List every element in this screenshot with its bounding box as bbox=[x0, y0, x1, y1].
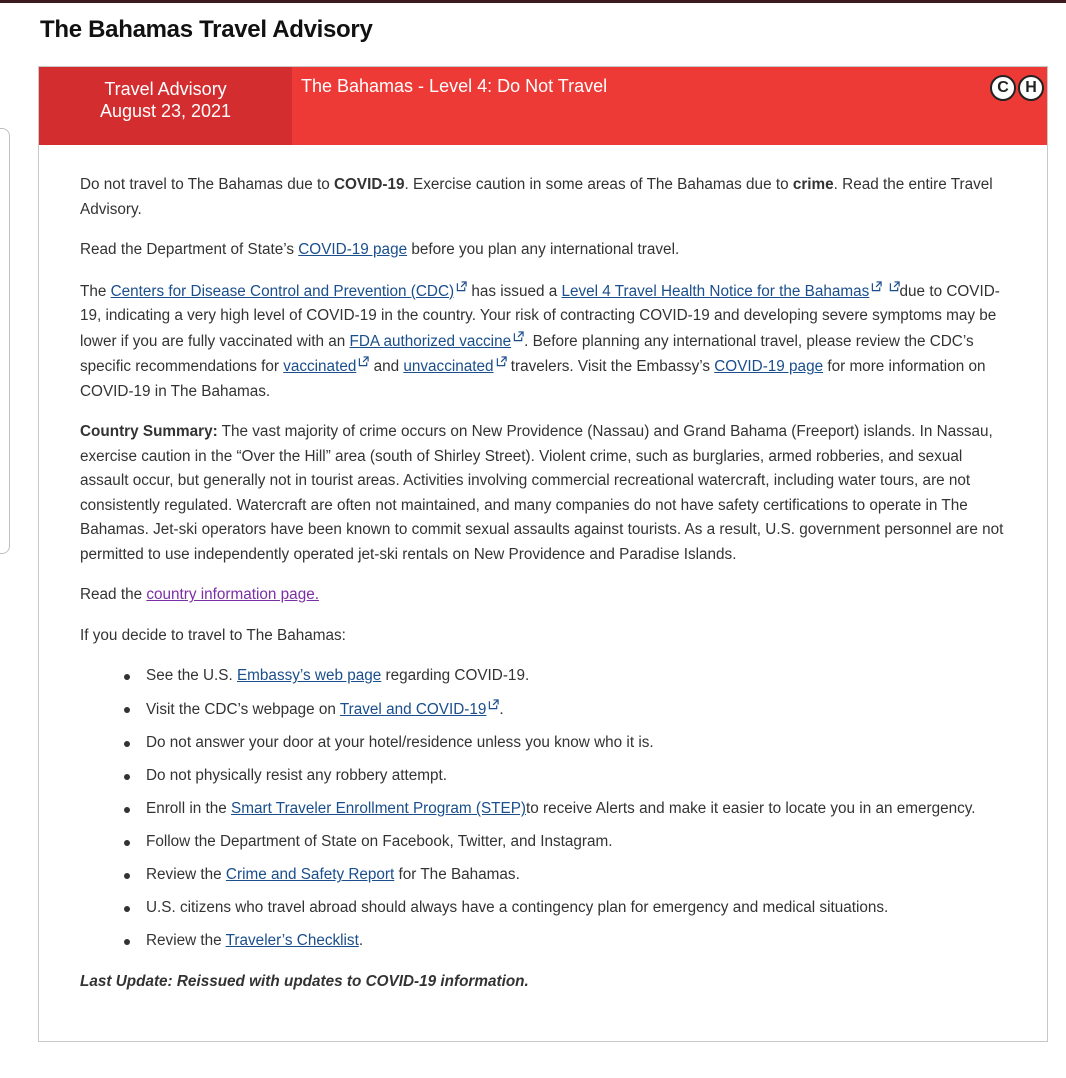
text: Review the bbox=[146, 866, 226, 884]
crime-safety-report-link[interactable]: Crime and Safety Report bbox=[225, 866, 395, 884]
state-covid-paragraph bbox=[80, 238, 1010, 263]
text: Read the bbox=[80, 586, 147, 604]
text: Visit the CDC’s webpage on bbox=[146, 701, 340, 719]
vaccinated-link[interactable]: vaccinated bbox=[283, 358, 357, 376]
text: . Read the entire Travel Advisory. bbox=[80, 176, 993, 218]
text: Enroll in the bbox=[146, 800, 232, 818]
state-covid-page-link[interactable]: COVID-19 page bbox=[298, 241, 408, 258]
level4-notice-link[interactable]: Level 4 Travel Health Notice for the Bahamas bbox=[561, 282, 870, 300]
external-link-icon bbox=[871, 281, 882, 292]
fda-vaccine-link[interactable]: FDA authorized vaccine bbox=[349, 332, 512, 350]
external-link-icon bbox=[889, 281, 900, 292]
if-travel-intro: If you decide to travel to The Bahamas: bbox=[80, 626, 346, 644]
advisory-date: August 23, 2021 bbox=[99, 101, 232, 121]
c-indicator-icon[interactable]: C bbox=[990, 75, 1016, 101]
country-summary-paragraph bbox=[80, 420, 1010, 567]
text: travelers. Visit the Embassy’s bbox=[506, 358, 715, 376]
last-update-note: Last Update: Reissued with updates to COVID-19 information. bbox=[80, 972, 529, 990]
recommendations-list bbox=[124, 664, 1010, 954]
page-title: The Bahamas Travel Advisory bbox=[40, 16, 373, 43]
text: to receive Alerts and make it easier to locate you in an emergency. bbox=[526, 800, 976, 818]
external-link-icon bbox=[513, 331, 524, 342]
advisory-date-block bbox=[39, 67, 292, 145]
list-item: Do not physically resist any robbery attempt. bbox=[124, 764, 1010, 789]
list-item: U.S. citizens who travel abroad should always have a contingency plan for emergency and medical situations. bbox=[124, 896, 1010, 921]
text: for more information on COVID-19 in The Bahamas. bbox=[80, 358, 986, 400]
country-summary-label: Country Summary: bbox=[80, 423, 218, 441]
text: Review the bbox=[146, 932, 226, 950]
advisory-box bbox=[38, 66, 1048, 1042]
text: for The Bahamas. bbox=[394, 866, 520, 884]
list-item: Follow the Department of State on Facebook, Twitter, and Instagram. bbox=[124, 830, 1010, 855]
advisory-content bbox=[80, 173, 1010, 1010]
list-item: Do not answer your door at your hotel/residence unless you know who it is. bbox=[124, 731, 1010, 756]
external-link-icon bbox=[456, 281, 467, 292]
summary-paragraph bbox=[80, 173, 1010, 222]
text: before you plan any international travel. bbox=[407, 241, 680, 258]
country-info-paragraph bbox=[80, 583, 1010, 608]
list-item bbox=[124, 863, 1010, 888]
text: has issued a bbox=[467, 282, 562, 300]
side-panel-edge bbox=[0, 128, 10, 554]
text: . Before planning any international travel, please review the CDC’s specific recommendations for bbox=[80, 332, 974, 376]
step-link[interactable]: Smart Traveler Enrollment Program (STEP) bbox=[231, 800, 526, 818]
country-summary-text: The vast majority of crime occurs on New Providence (Nassau) and Grand Bahama (Freeport) islands. In Nassau, exercise caution in the “Over the Hill” area (south of Shirley Street). Violent crime, such as burglaries, armed robberies, and sexual assault occur, but generally not in tourist areas. Activities involving commercial recreational watercraft, including water tours, are not consistently regulated. Watercraft are often not maintained, and many companies do not have safety certifications to operate in The Bahamas. Jet-ski operators have been known to commit sexual assaults against tourists. As a result, U.S. government personnel are not permitted to use independently operated jet-ski rentals on New Providence and Paradise Islands. bbox=[80, 423, 1004, 563]
external-link-icon bbox=[488, 699, 499, 710]
embassy-web-page-link[interactable]: Embassy’s web page bbox=[236, 667, 382, 685]
advisory-indicator-icons bbox=[990, 75, 1044, 101]
top-edge-strip bbox=[0, 0, 1066, 3]
cdc-link[interactable]: Centers for Disease Control and Prevention (CDC) bbox=[110, 282, 455, 300]
list-item bbox=[124, 797, 1010, 822]
external-link-icon bbox=[496, 356, 507, 367]
embassy-covid-page-link[interactable]: COVID-19 page bbox=[714, 358, 824, 376]
h-indicator-icon[interactable]: H bbox=[1018, 75, 1044, 101]
external-link-icon bbox=[358, 356, 369, 367]
travel-covid-link[interactable]: Travel and COVID-19 bbox=[339, 701, 487, 719]
text: . bbox=[499, 701, 504, 719]
text: . bbox=[358, 932, 364, 950]
text: Do not travel to The Bahamas due to bbox=[80, 176, 334, 193]
covid-emphasis: COVID-19 bbox=[333, 176, 405, 193]
text: Read the Department of State’s bbox=[80, 241, 299, 258]
travelers-checklist-link[interactable]: Traveler’s Checklist bbox=[225, 932, 359, 950]
advisory-banner bbox=[39, 67, 1047, 145]
unvaccinated-link[interactable]: unvaccinated bbox=[403, 358, 494, 376]
crime-emphasis: crime bbox=[792, 176, 834, 193]
text: . Exercise caution in some areas of The Bahamas due to bbox=[404, 176, 793, 193]
cdc-paragraph bbox=[80, 279, 1010, 405]
text: See the U.S. bbox=[146, 667, 237, 685]
text: due to COVID-19, indicating a very high level of COVID-19 in the country. Your risk of contracting COVID-19 and developing severe symptoms may be lower if you are fully vaccinated with an bbox=[80, 282, 1000, 350]
list-item bbox=[124, 664, 1010, 689]
text: and bbox=[369, 358, 404, 376]
list-item bbox=[124, 929, 1010, 954]
list-item bbox=[124, 697, 1010, 723]
advisory-label: Travel Advisory bbox=[104, 79, 227, 99]
text: The bbox=[80, 282, 111, 300]
country-information-link[interactable]: country information page. bbox=[146, 586, 319, 604]
advisory-level: The Bahamas - Level 4: Do Not Travel bbox=[301, 76, 608, 96]
text: regarding COVID-19. bbox=[381, 667, 530, 685]
